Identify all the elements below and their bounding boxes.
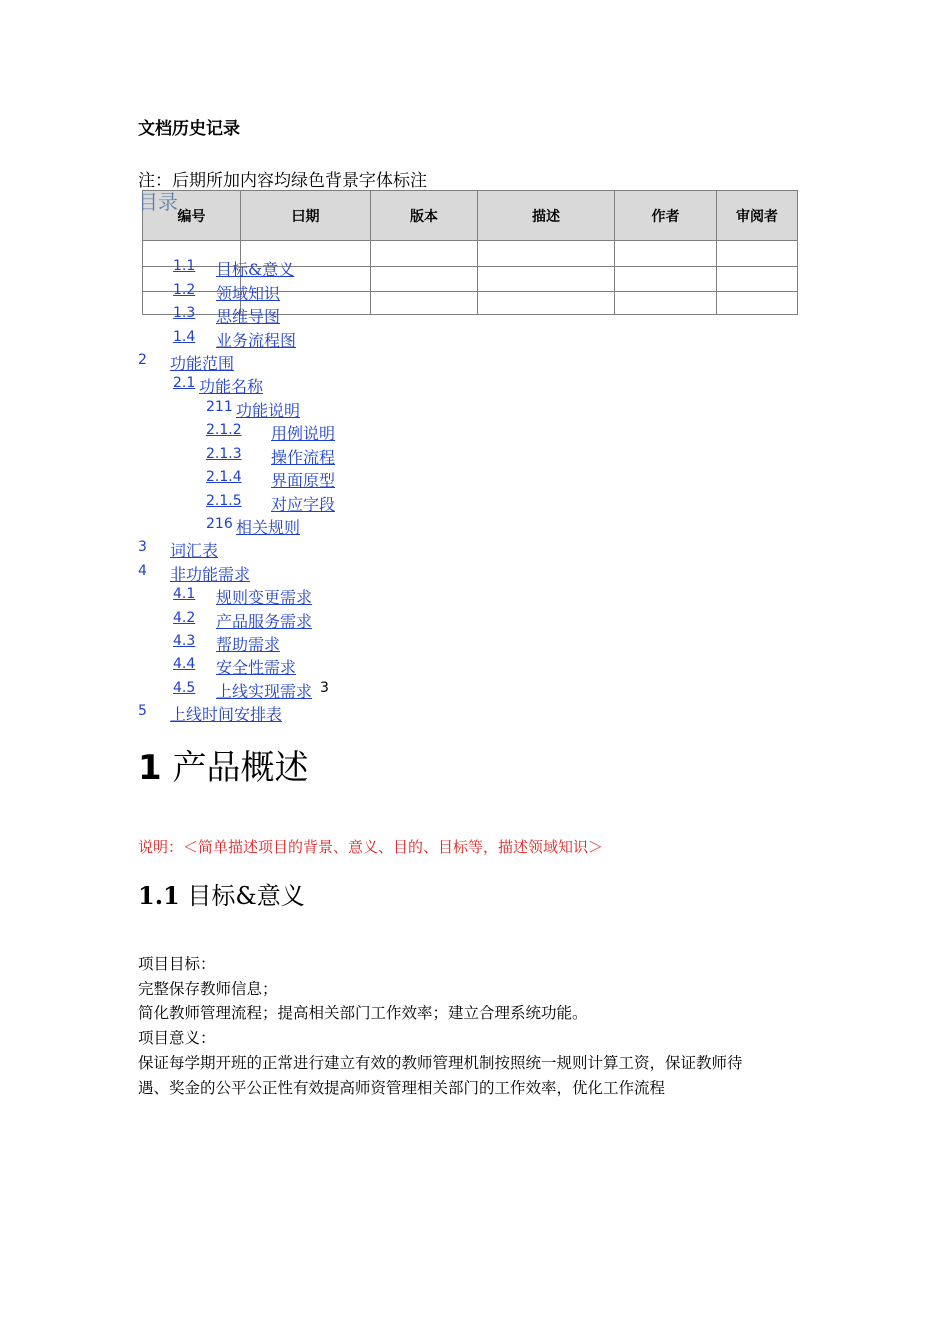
col-header: 描述 xyxy=(478,191,615,241)
toc-link[interactable]: 思维导图 xyxy=(216,307,281,326)
toc-link[interactable]: 功能名称 xyxy=(199,377,264,396)
table-cell[interactable] xyxy=(371,267,478,292)
toc-number[interactable]: 4.2 xyxy=(173,610,196,626)
toc-page-number: 3 xyxy=(320,680,329,696)
toc-number[interactable]: 1.3 xyxy=(173,305,196,321)
table-cell[interactable] xyxy=(615,267,717,292)
history-header-row xyxy=(143,191,798,241)
col-header: 版本 xyxy=(371,191,478,241)
body-text: 保证每学期开班的正常进行建立有效的教师管理机制按照统一规则计算工资，保证教师待 xyxy=(138,1054,743,1072)
toc-number[interactable]: 211 xyxy=(206,399,233,415)
toc-number[interactable]: 4.1 xyxy=(173,586,196,602)
toc-link[interactable]: 功能说明 xyxy=(236,401,301,420)
toc-number[interactable]: 2.1 xyxy=(173,375,196,391)
heading-2 xyxy=(138,876,305,911)
toc-number[interactable]: 3 xyxy=(138,539,147,555)
toc-number[interactable]: 2 xyxy=(138,352,147,368)
toc-link[interactable]: 操作流程 xyxy=(271,448,336,467)
table-cell[interactable] xyxy=(615,241,717,267)
heading-2-title: 目标&意义 xyxy=(187,882,305,910)
doc-history-title: 文档历史记录 xyxy=(138,119,240,139)
body-text: 项目意义： xyxy=(138,1029,216,1047)
col-header: 曰期 xyxy=(241,191,371,241)
table-cell[interactable] xyxy=(717,292,798,315)
toc-number[interactable]: 4.3 xyxy=(173,633,196,649)
toc-number[interactable]: 2.1.4 xyxy=(206,469,242,485)
body-text: 简化教师管理流程；提高相关部门工作效率；建立合理系统功能。 xyxy=(138,1004,588,1022)
heading-2-number: 1.1 xyxy=(138,881,180,910)
toc-number[interactable]: 5 xyxy=(138,703,147,719)
table-cell[interactable] xyxy=(717,267,798,292)
heading-1 xyxy=(138,740,308,789)
toc-link[interactable]: 规则变更需求 xyxy=(216,588,313,607)
history-note: 注：后期所加内容均绿色背景字体标注 xyxy=(138,171,427,191)
toc-link[interactable]: 对应字段 xyxy=(271,495,336,514)
table-cell[interactable] xyxy=(717,241,798,267)
toc-number[interactable]: 4.5 xyxy=(173,680,196,696)
toc-link[interactable]: 用例说明 xyxy=(271,424,336,443)
col-header: 审阅者 xyxy=(717,191,798,241)
toc-link[interactable]: 领域知识 xyxy=(216,284,281,303)
toc-number[interactable]: 1.4 xyxy=(173,329,196,345)
toc-link[interactable]: 上线实现需求 xyxy=(216,682,313,701)
table-cell[interactable] xyxy=(478,292,615,315)
toc-number[interactable]: 2.1.2 xyxy=(206,422,242,438)
toc-link[interactable]: 相关规则 xyxy=(236,518,301,537)
table-cell[interactable] xyxy=(615,292,717,315)
table-cell[interactable] xyxy=(478,267,615,292)
toc-link[interactable]: 词汇表 xyxy=(170,541,219,560)
toc-link[interactable]: 功能范围 xyxy=(170,354,235,373)
toc-link[interactable]: 产品服务需求 xyxy=(216,612,313,631)
table-cell[interactable] xyxy=(371,241,478,267)
col-header: 作者 xyxy=(615,191,717,241)
toc-number[interactable]: 2.1.3 xyxy=(206,446,242,462)
table-cell[interactable] xyxy=(478,241,615,267)
toc-number[interactable]: 216 xyxy=(206,516,233,532)
table-cell[interactable] xyxy=(371,292,478,315)
toc-number[interactable]: 2.1.5 xyxy=(206,493,242,509)
body-text: 项目目标： xyxy=(138,955,216,973)
body-text: 遇、奖金的公平公正性有效提高师资管理相关部门的工作效率，优化工作流程 xyxy=(138,1079,666,1097)
toc-link[interactable]: 业务流程图 xyxy=(216,331,297,350)
toc-number[interactable]: 1.2 xyxy=(173,282,196,298)
section-note: 说明：＜简单描述项目的背景、意义、目的、目标等，描述领域知识＞ xyxy=(138,838,604,856)
toc-number[interactable]: 4.4 xyxy=(173,656,196,672)
toc-number[interactable]: 4 xyxy=(138,563,147,579)
toc-link[interactable]: 界面原型 xyxy=(271,471,336,490)
toc-link[interactable]: 安全性需求 xyxy=(216,658,297,677)
heading-1-number: 1 xyxy=(138,748,162,788)
toc-title: 目录 xyxy=(138,190,178,214)
toc-link[interactable]: 非功能需求 xyxy=(170,565,251,584)
toc-link[interactable]: 目标&意义 xyxy=(216,260,295,279)
toc-link[interactable]: 帮助需求 xyxy=(216,635,281,654)
heading-1-title: 产品概述 xyxy=(172,748,309,788)
body-text: 完整保存教师信息； xyxy=(138,980,278,998)
col-header: 编号 xyxy=(143,191,241,241)
toc-link[interactable]: 上线时间安排表 xyxy=(170,705,283,724)
toc-number[interactable]: 1.1 xyxy=(173,258,196,274)
